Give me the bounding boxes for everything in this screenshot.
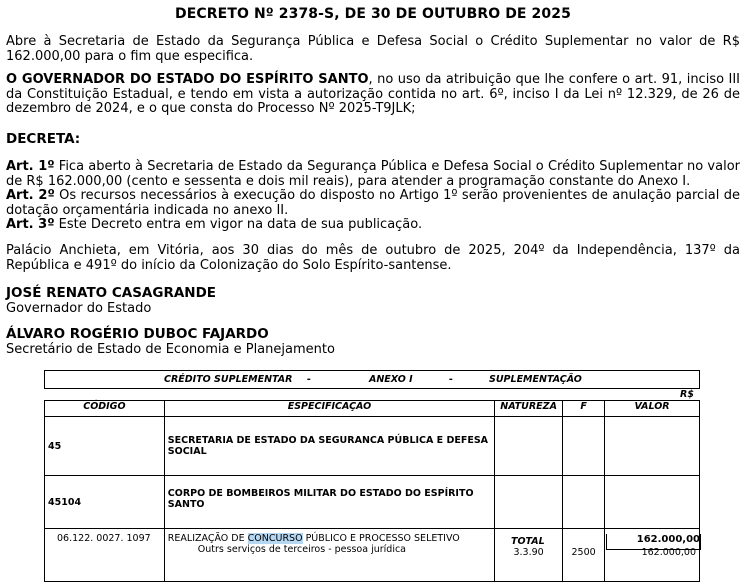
org-code: 45 (45, 417, 165, 476)
highlighted-text: CONCURSO (247, 533, 303, 544)
table-header-row (45, 401, 700, 417)
column-header-code: CÓDIGO (45, 401, 165, 417)
column-header-source: F (563, 401, 605, 417)
article-3-label: Art. 3º (6, 217, 55, 232)
item-subspec: Outrs serviços de terceiros - pessoa jurídica (197, 544, 407, 555)
annex-header (44, 370, 700, 389)
annex-header-annex: ANEXO I (369, 374, 413, 385)
signature-role-governor: Governador do Estado (6, 301, 152, 316)
unit-code: 45104 (45, 476, 165, 529)
signature-role-secretary: Secretário de Estado de Economia e Planejamento (6, 342, 335, 357)
article-3-text: Este Decreto entra em vigor na data de sua publicação. (54, 217, 423, 232)
signature-name-secretary: ÁLVARO ROGÉRIO DUBOC FAJARDO (6, 326, 269, 342)
annex-table (44, 400, 700, 582)
annex-header-credit: CRÉDITO SUPLEMENTAR (164, 374, 293, 385)
article-1-text: Fica aberto à Secretaria de Estado da Segurança Pública e Defesa Social o Crédito Suplementar no valor de R$ 162.000,00 (cento e sessenta e dois mil reais), para atender a programação constante do Anexo I. (6, 159, 740, 189)
total-value: 162.000,00 (606, 534, 701, 550)
preamble-authority: O GOVERNADOR DO ESTADO DO ESPÍRITO SANTO (6, 72, 369, 87)
item-nature: 3.3.90 (495, 529, 563, 582)
articles (6, 160, 740, 233)
closing-paragraph: Palácio Anchieta, em Vitória, aos 30 dias do mês de outubro de 2025, 204º da Independência, 137º da República e 491º do início da Colonização do Solo Espírito-santense. (6, 243, 740, 273)
signature-name-governor: JOSÉ RENATO CASAGRANDE (6, 285, 217, 301)
column-header-value: VALOR (605, 401, 700, 417)
annex-header-dash: - (307, 374, 311, 385)
item-source: 2500 (563, 529, 605, 582)
decreta-heading: DECRETA: (6, 131, 81, 147)
item-value: 162.000,00 (605, 529, 700, 582)
table-row-organization (45, 417, 700, 476)
column-header-spec: ESPECIFICAÇÃO (164, 401, 494, 417)
org-spec: SECRETARIA DE ESTADO DA SEGURANCA PÚBLICA E DEFESA SOCIAL (164, 417, 494, 476)
table-row-unit (45, 476, 700, 529)
preamble (6, 73, 740, 117)
ementa: Abre à Secretaria de Estado da Segurança Pública e Defesa Social o Crédito Suplementar no valor de R$ 162.000,00 para o fim que especifica. (6, 34, 740, 64)
currency-label: R$ (680, 389, 694, 400)
article-2 (6, 189, 740, 218)
article-2-label: Art. 2º (6, 188, 55, 203)
article-2-text: Os recursos necessários à execução do disposto no Artigo 1º serão provenientes de anulação parcial de dotação orçamentária indicada no anexo II. (6, 188, 740, 218)
total-label: TOTAL (511, 536, 545, 547)
preamble-text: , no uso da atribuição que lhe confere o art. 91, inciso III da Constituição Estadual, e tendo em vista a autorização contida no art. 6º, inciso I da Lei nº 12.329, de 26 de dezembro de 2024, e o que consta do Processo Nº 2025-T9JLK; (6, 72, 740, 116)
item-spec-start: REALIZAÇÃO DE (167, 533, 248, 544)
article-1 (6, 160, 740, 189)
decree-title: DECRETO Nº 2378-S, DE 30 DE OUTUBRO DE 2025 (175, 6, 571, 22)
annex-header-dash: - (449, 374, 453, 385)
annex-header-supplement: SUPLEMENTAÇÃO (489, 374, 582, 385)
article-3 (6, 218, 740, 233)
item-spec-end: PÚBLICO E PROCESSO SELETIVO (302, 533, 460, 544)
article-1-label: Art. 1º (6, 159, 55, 174)
column-header-nature: NATUREZA (495, 401, 563, 417)
item-code: 06.122. 0027. 1097 (45, 529, 165, 582)
unit-spec: CORPO DE BOMBEIROS MILITAR DO ESTADO DO ESPÍRITO SANTO (164, 476, 494, 529)
total-row (0, 534, 750, 554)
